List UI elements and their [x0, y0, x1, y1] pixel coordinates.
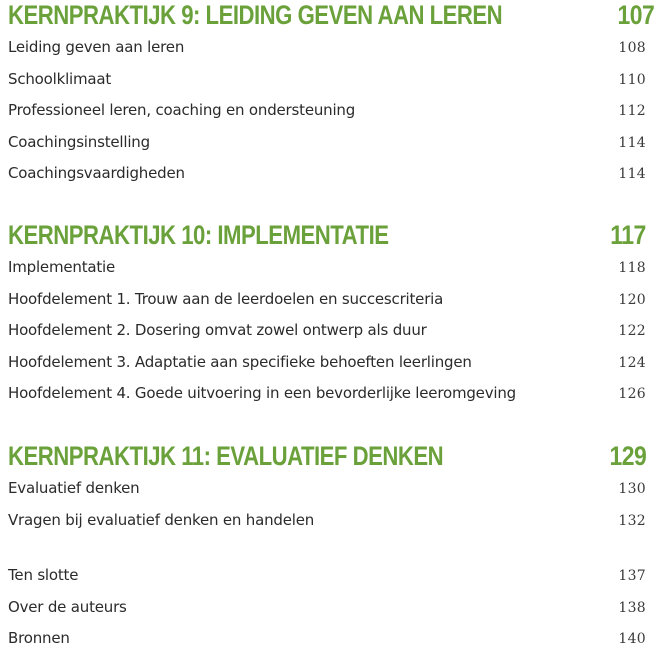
entry-label: Leiding geven aan leren [8, 38, 185, 56]
toc-entry[interactable] [8, 290, 646, 322]
entry-label: Coachingsvaardigheden [8, 164, 185, 182]
entry-list [8, 566, 646, 661]
entry-page-number: 118 [618, 260, 646, 276]
toc-entry[interactable] [8, 101, 646, 133]
entry-page-number: 140 [618, 631, 646, 647]
chapter-9-section [8, 0, 654, 196]
chapter-page-number: 107 [617, 0, 654, 30]
chapter-page-number: 117 [610, 220, 646, 250]
toc-entry[interactable] [8, 353, 646, 385]
toc-entry[interactable] [8, 258, 646, 290]
toc-entry[interactable] [8, 629, 646, 661]
chapter-title[interactable]: KERNPRAKTIJK 11: EVALUATIEF DENKEN [8, 441, 444, 471]
entry-page-number: 112 [618, 103, 646, 119]
chapter-11-section [8, 441, 646, 542]
chapter-page-number: 129 [609, 441, 646, 471]
entry-page-number: 120 [618, 291, 646, 308]
chapter-heading [8, 441, 646, 475]
chapter-10-section [8, 220, 646, 416]
entry-page-number: 130 [618, 481, 646, 497]
entry-label: Ten slotte [8, 566, 79, 584]
toc-entry[interactable] [8, 164, 646, 196]
entry-label: Implementatie [8, 258, 116, 276]
chapter-title[interactable]: KERNPRAKTIJK 9: LEIDING GEVEN AAN LEREN [8, 0, 503, 30]
chapter-heading [8, 0, 654, 34]
entry-page-number: 122 [618, 323, 646, 339]
entry-page-number: 138 [618, 599, 646, 616]
toc-entry[interactable] [8, 598, 646, 630]
entry-label: Hoofdelement 3. Adaptatie aan specifieke behoeften leerlingen [8, 352, 472, 371]
chapter-heading [8, 220, 646, 254]
table-of-contents [8, 0, 654, 660]
toc-entry[interactable] [8, 70, 646, 102]
entry-list [8, 479, 646, 542]
entry-page-number: 124 [618, 354, 646, 371]
entry-page-number: 110 [618, 71, 646, 88]
entry-label: Hoofdelement 4. Goede uitvoering in een bevorderlijke leeromgeving [8, 384, 516, 402]
toc-entry[interactable] [8, 321, 646, 353]
entry-label: Evaluatief denken [8, 479, 140, 497]
entry-label: Vragen bij evaluatief denken en handelen [8, 510, 315, 529]
toc-entry[interactable] [8, 133, 646, 165]
entry-label: Bronnen [8, 629, 70, 647]
entry-page-number: 114 [618, 166, 646, 182]
entry-page-number: 114 [618, 134, 646, 151]
entry-label: Schoolklimaat [8, 69, 112, 88]
entry-label: Hoofdelement 1. Trouw aan de leerdoelen en succescriteria [8, 289, 444, 308]
entry-label: Professioneel leren, coaching en ondersteuning [8, 101, 356, 119]
chapter-title[interactable]: KERNPRAKTIJK 10: IMPLEMENTATIE [8, 220, 389, 250]
toc-entry[interactable] [8, 511, 646, 543]
entry-page-number: 137 [618, 568, 646, 584]
entry-list [8, 38, 646, 196]
entry-label: Over de auteurs [8, 597, 127, 616]
entry-page-number: 108 [618, 40, 646, 56]
entry-page-number: 132 [618, 512, 646, 529]
entry-label: Coachingsinstelling [8, 132, 150, 151]
toc-entry[interactable] [8, 384, 646, 416]
back-matter-section [8, 566, 646, 661]
toc-entry[interactable] [8, 38, 646, 70]
toc-entry[interactable] [8, 566, 646, 598]
toc-entry[interactable] [8, 479, 646, 511]
entry-list [8, 258, 646, 416]
entry-page-number: 126 [618, 386, 646, 402]
entry-label: Hoofdelement 2. Dosering omvat zowel ontwerp als duur [8, 321, 427, 339]
